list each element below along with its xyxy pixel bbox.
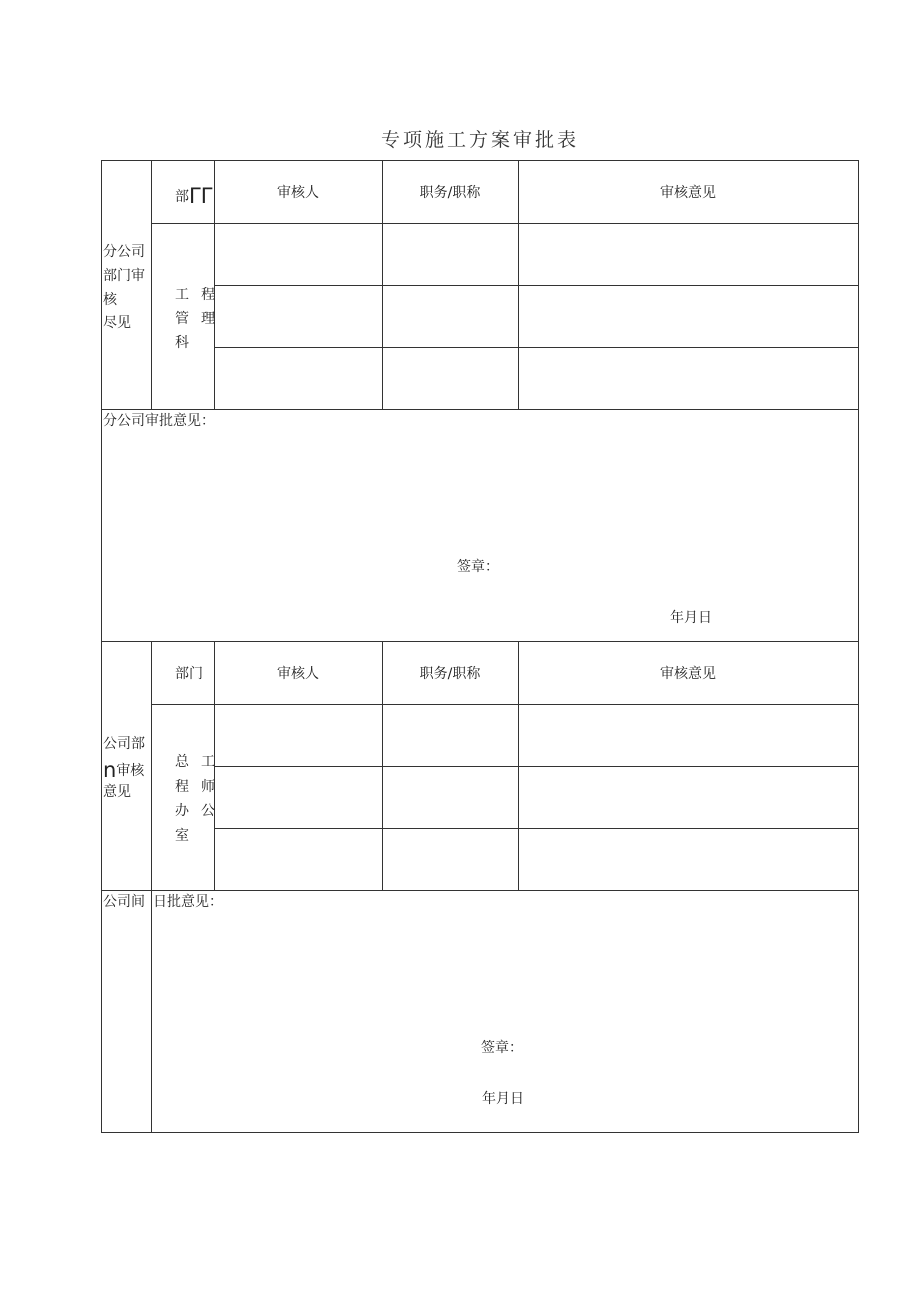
date-label: 年月日 (482, 1091, 524, 1107)
department-name-line: 管理 (175, 311, 227, 327)
department-name-line: 工程 (175, 287, 227, 303)
date-label: 年月日 (670, 610, 712, 626)
side-label-line: 公司部 (103, 736, 145, 752)
header-department-prefix: 部 (175, 189, 189, 205)
branch-approval-label: 分公司审批意见： (103, 413, 215, 429)
department-name-line: 办公 (175, 803, 227, 819)
header-opinion: 审核意见 (660, 185, 716, 201)
department-name-line: 室 (175, 828, 189, 844)
header-position: 职务/职称 (419, 185, 481, 201)
side-label-line: 部门审 (103, 268, 145, 284)
department-name-line: 程师 (175, 779, 227, 795)
department-name-line: 科 (175, 335, 189, 351)
department-name-line: 总工 (175, 754, 227, 770)
side-label-line (103, 760, 144, 781)
side-label-line: 意见 (103, 784, 131, 800)
side-label-glyph: n (103, 758, 117, 782)
document-title: 专项施工方案审批表 (380, 129, 579, 151)
header-opinion: 审核意见 (660, 666, 716, 682)
header-department (175, 186, 212, 207)
side-label-text: 审核 (116, 763, 145, 779)
company-approval-label-left: 公司间 (103, 894, 145, 910)
header-department-glyph: ΓΓ (189, 184, 213, 208)
side-label-line: 尽见 (103, 315, 131, 331)
header-position: 职务/职称 (419, 666, 481, 682)
seal-label: 签章： (457, 559, 499, 575)
side-label-line: 分公司 (103, 244, 145, 260)
seal-label: 签章： (481, 1040, 523, 1056)
side-label-line: 核 (103, 292, 117, 308)
header-department: 部门 (175, 666, 203, 682)
header-reviewer: 审核人 (277, 185, 319, 201)
header-reviewer: 审核人 (277, 666, 319, 682)
company-approval-label-right: 日批意见： (153, 894, 223, 910)
